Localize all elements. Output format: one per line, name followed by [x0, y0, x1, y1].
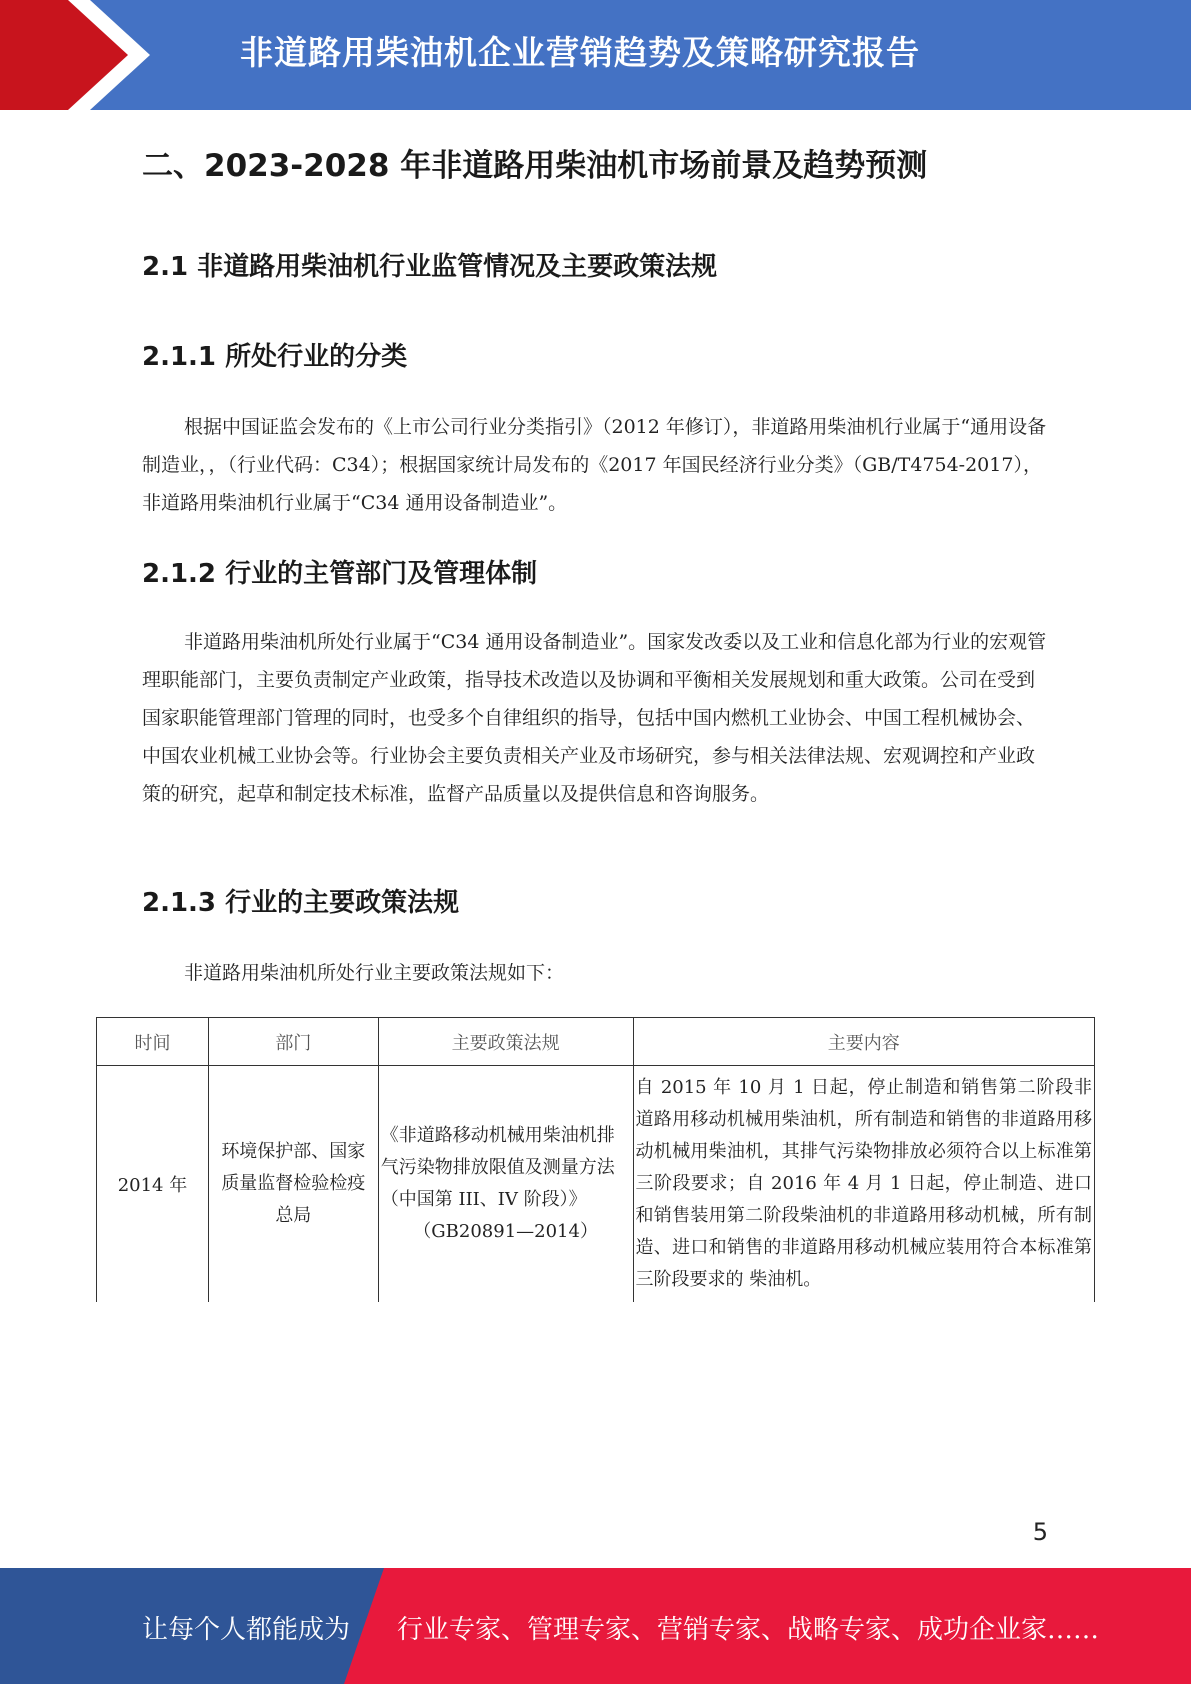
policy-intro-paragraph: 非道路用柴油机所处行业主要政策法规如下： — [184, 962, 565, 984]
law-title: 《非道路移动机械用柴油机排气污染物排放限值及测量方法（中国第 III、IV 阶段）》 — [380, 1125, 615, 1210]
subsection-2-1-1-heading: 2.1.1 所处行业的分类 — [142, 342, 408, 372]
cell-dept: 环境保护部、国家质量监督检验检疫总局 — [208, 1066, 378, 1303]
industry-classification-paragraph: 根据中国证监会发布的《上市公司行业分类指引》（2012 年修订），非道路用柴油机行业属于“通用设备制造业，，（行业代码：C34）；根据国家统计局发布的《2017 年国民经济行业分类》（GB/T4754-2017），非道路用柴油机行业属于“C34 通用设备制造业”。 — [142, 416, 1047, 514]
regulatory-body-paragraph: 非道路用柴油机所处行业属于“C34 通用设备制造业”。国家发改委以及工业和信息化部为行业的宏观管理职能部门，主要负责制定产业政策，指导技术改造以及协调和平衡相关发展规划和重大政策。公司在受到国家职能管理部门管理的同时，也受多个自律组织的指导，包括中国内燃机工业协会、中国工程机械协会、中国农业机械工业协会等。行业协会主要负责相关产业及市场研究，参与相关法律法规、宏观调控和产业政策的研究，起草和制定技术标准，监督产品质量以及提供信息和咨询服务。 — [142, 631, 1047, 805]
header-band — [0, 0, 1191, 110]
header-law: 主要政策法规 — [378, 1018, 633, 1066]
header-dept: 部门 — [208, 1018, 378, 1066]
cell-time: 2014 年 — [97, 1066, 209, 1303]
table-row — [97, 1066, 1095, 1303]
subsection-2-1-2-heading: 2.1.2 行业的主管部门及管理体制 — [142, 559, 538, 589]
header-content: 主要内容 — [633, 1018, 1094, 1066]
section-title: 二、2023-2028 年非道路用柴油机市场前景及趋势预测 — [142, 148, 928, 184]
cell-content: 自 2015 年 10 月 1 日起，停止制造和销售第二阶段非道路用移动机械用柴油机，所有制造和销售的非道路用移动机械用柴油机，其排气污染物排放必须符合以上标准第三阶段要求；自 2016 年 4 月 1 日起，停止制造、进口和销售装用第二阶段柴油机的非道路用移动机械，所有制造、进口和销售的非道路用移动机械应装用符合本标准第三阶段要求的 柴油机。 — [633, 1066, 1094, 1303]
footer-slogan-left: 让每个人都能成为 — [142, 1615, 351, 1645]
header-time: 时间 — [97, 1018, 209, 1066]
page-number: 5 — [1032, 1518, 1048, 1546]
policy-table — [96, 1017, 1095, 1302]
report-title: 非道路用柴油机企业营销趋势及策略研究报告 — [240, 33, 920, 72]
cell-law — [378, 1066, 633, 1303]
law-standard-code: （GB20891—2014） — [413, 1221, 598, 1242]
subsection-2-1-heading: 2.1 非道路用柴油机行业监管情况及主要政策法规 — [142, 252, 718, 282]
footer-slogan-right: 行业专家、管理专家、营销专家、战略专家、成功企业家…… — [397, 1615, 1100, 1645]
subsection-2-1-3-heading: 2.1.3 行业的主要政策法规 — [142, 888, 460, 918]
table-header-row — [97, 1018, 1095, 1066]
